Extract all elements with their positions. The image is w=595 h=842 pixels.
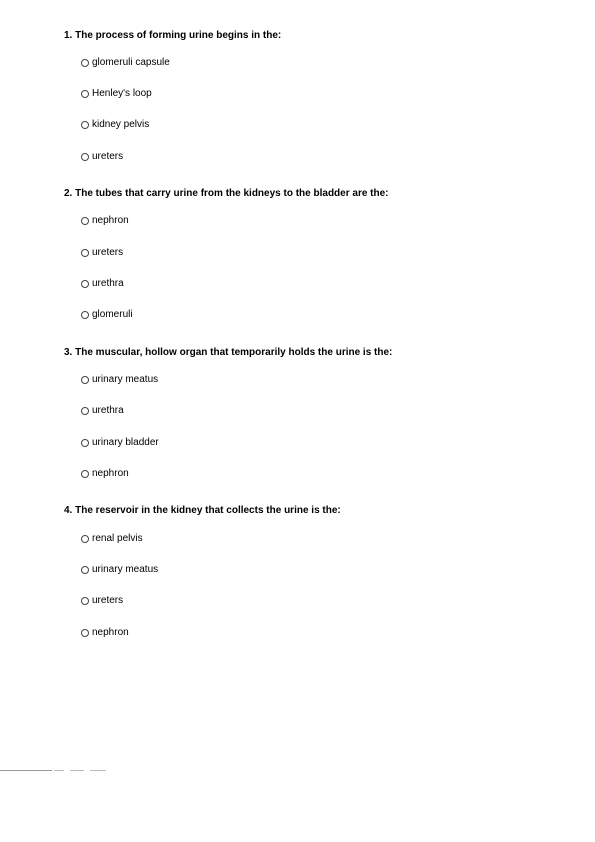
option-4-d[interactable] (81, 627, 129, 639)
radio-icon[interactable] (81, 249, 89, 257)
option-2-d[interactable] (81, 309, 133, 321)
question-text: 3. The muscular, hollow organ that temporarily holds the urine is the: (64, 347, 393, 358)
question-text: 4. The reservoir in the kidney that collects the urine is the: (64, 505, 341, 516)
footer-mark (90, 770, 106, 771)
option-2-a[interactable] (81, 215, 129, 227)
radio-icon[interactable] (81, 311, 89, 319)
option-label: ureters (92, 247, 124, 258)
radio-icon[interactable] (81, 439, 89, 447)
radio-icon[interactable] (81, 376, 89, 384)
radio-icon[interactable] (81, 535, 89, 543)
radio-icon[interactable] (81, 121, 89, 129)
option-3-a[interactable] (81, 374, 158, 386)
option-2-b[interactable] (81, 247, 123, 259)
option-1-c[interactable] (81, 119, 149, 131)
option-1-d[interactable] (81, 151, 123, 163)
option-label: urinary meatus (92, 564, 159, 575)
option-label: urethra (92, 278, 124, 289)
question-text: 2. The tubes that carry urine from the kidneys to the bladder are the: (64, 188, 389, 199)
radio-icon[interactable] (81, 153, 89, 161)
footer-rule (0, 770, 52, 771)
option-label: nephron (92, 627, 129, 638)
radio-icon[interactable] (81, 566, 89, 574)
radio-icon[interactable] (81, 629, 89, 637)
option-4-b[interactable] (81, 564, 158, 576)
option-label: urinary meatus (92, 374, 159, 385)
option-label: glomeruli (92, 309, 133, 320)
radio-icon[interactable] (81, 280, 89, 288)
footer-mark (54, 770, 64, 771)
option-label: nephron (92, 468, 129, 479)
option-2-c[interactable] (81, 278, 124, 290)
option-label: urinary bladder (92, 437, 159, 448)
option-label: renal pelvis (92, 533, 143, 544)
option-3-c[interactable] (81, 437, 159, 449)
option-label: glomeruli capsule (92, 57, 170, 68)
radio-icon[interactable] (81, 470, 89, 478)
footer-marks (54, 768, 106, 772)
radio-icon[interactable] (81, 407, 89, 415)
option-label: ureters (92, 595, 124, 606)
radio-icon[interactable] (81, 597, 89, 605)
option-4-c[interactable] (81, 595, 123, 607)
option-3-d[interactable] (81, 468, 129, 480)
option-label: urethra (92, 405, 124, 416)
option-4-a[interactable] (81, 533, 143, 545)
option-3-b[interactable] (81, 405, 124, 417)
option-label: nephron (92, 215, 129, 226)
option-1-a[interactable] (81, 57, 170, 69)
footer-mark (70, 770, 84, 771)
option-label: Henley's loop (92, 88, 152, 99)
option-label: kidney pelvis (92, 119, 150, 130)
radio-icon[interactable] (81, 59, 89, 67)
radio-icon[interactable] (81, 90, 89, 98)
question-text: 1. The process of forming urine begins in the: (64, 30, 282, 41)
option-1-b[interactable] (81, 88, 152, 100)
option-label: ureters (92, 151, 124, 162)
radio-icon[interactable] (81, 217, 89, 225)
